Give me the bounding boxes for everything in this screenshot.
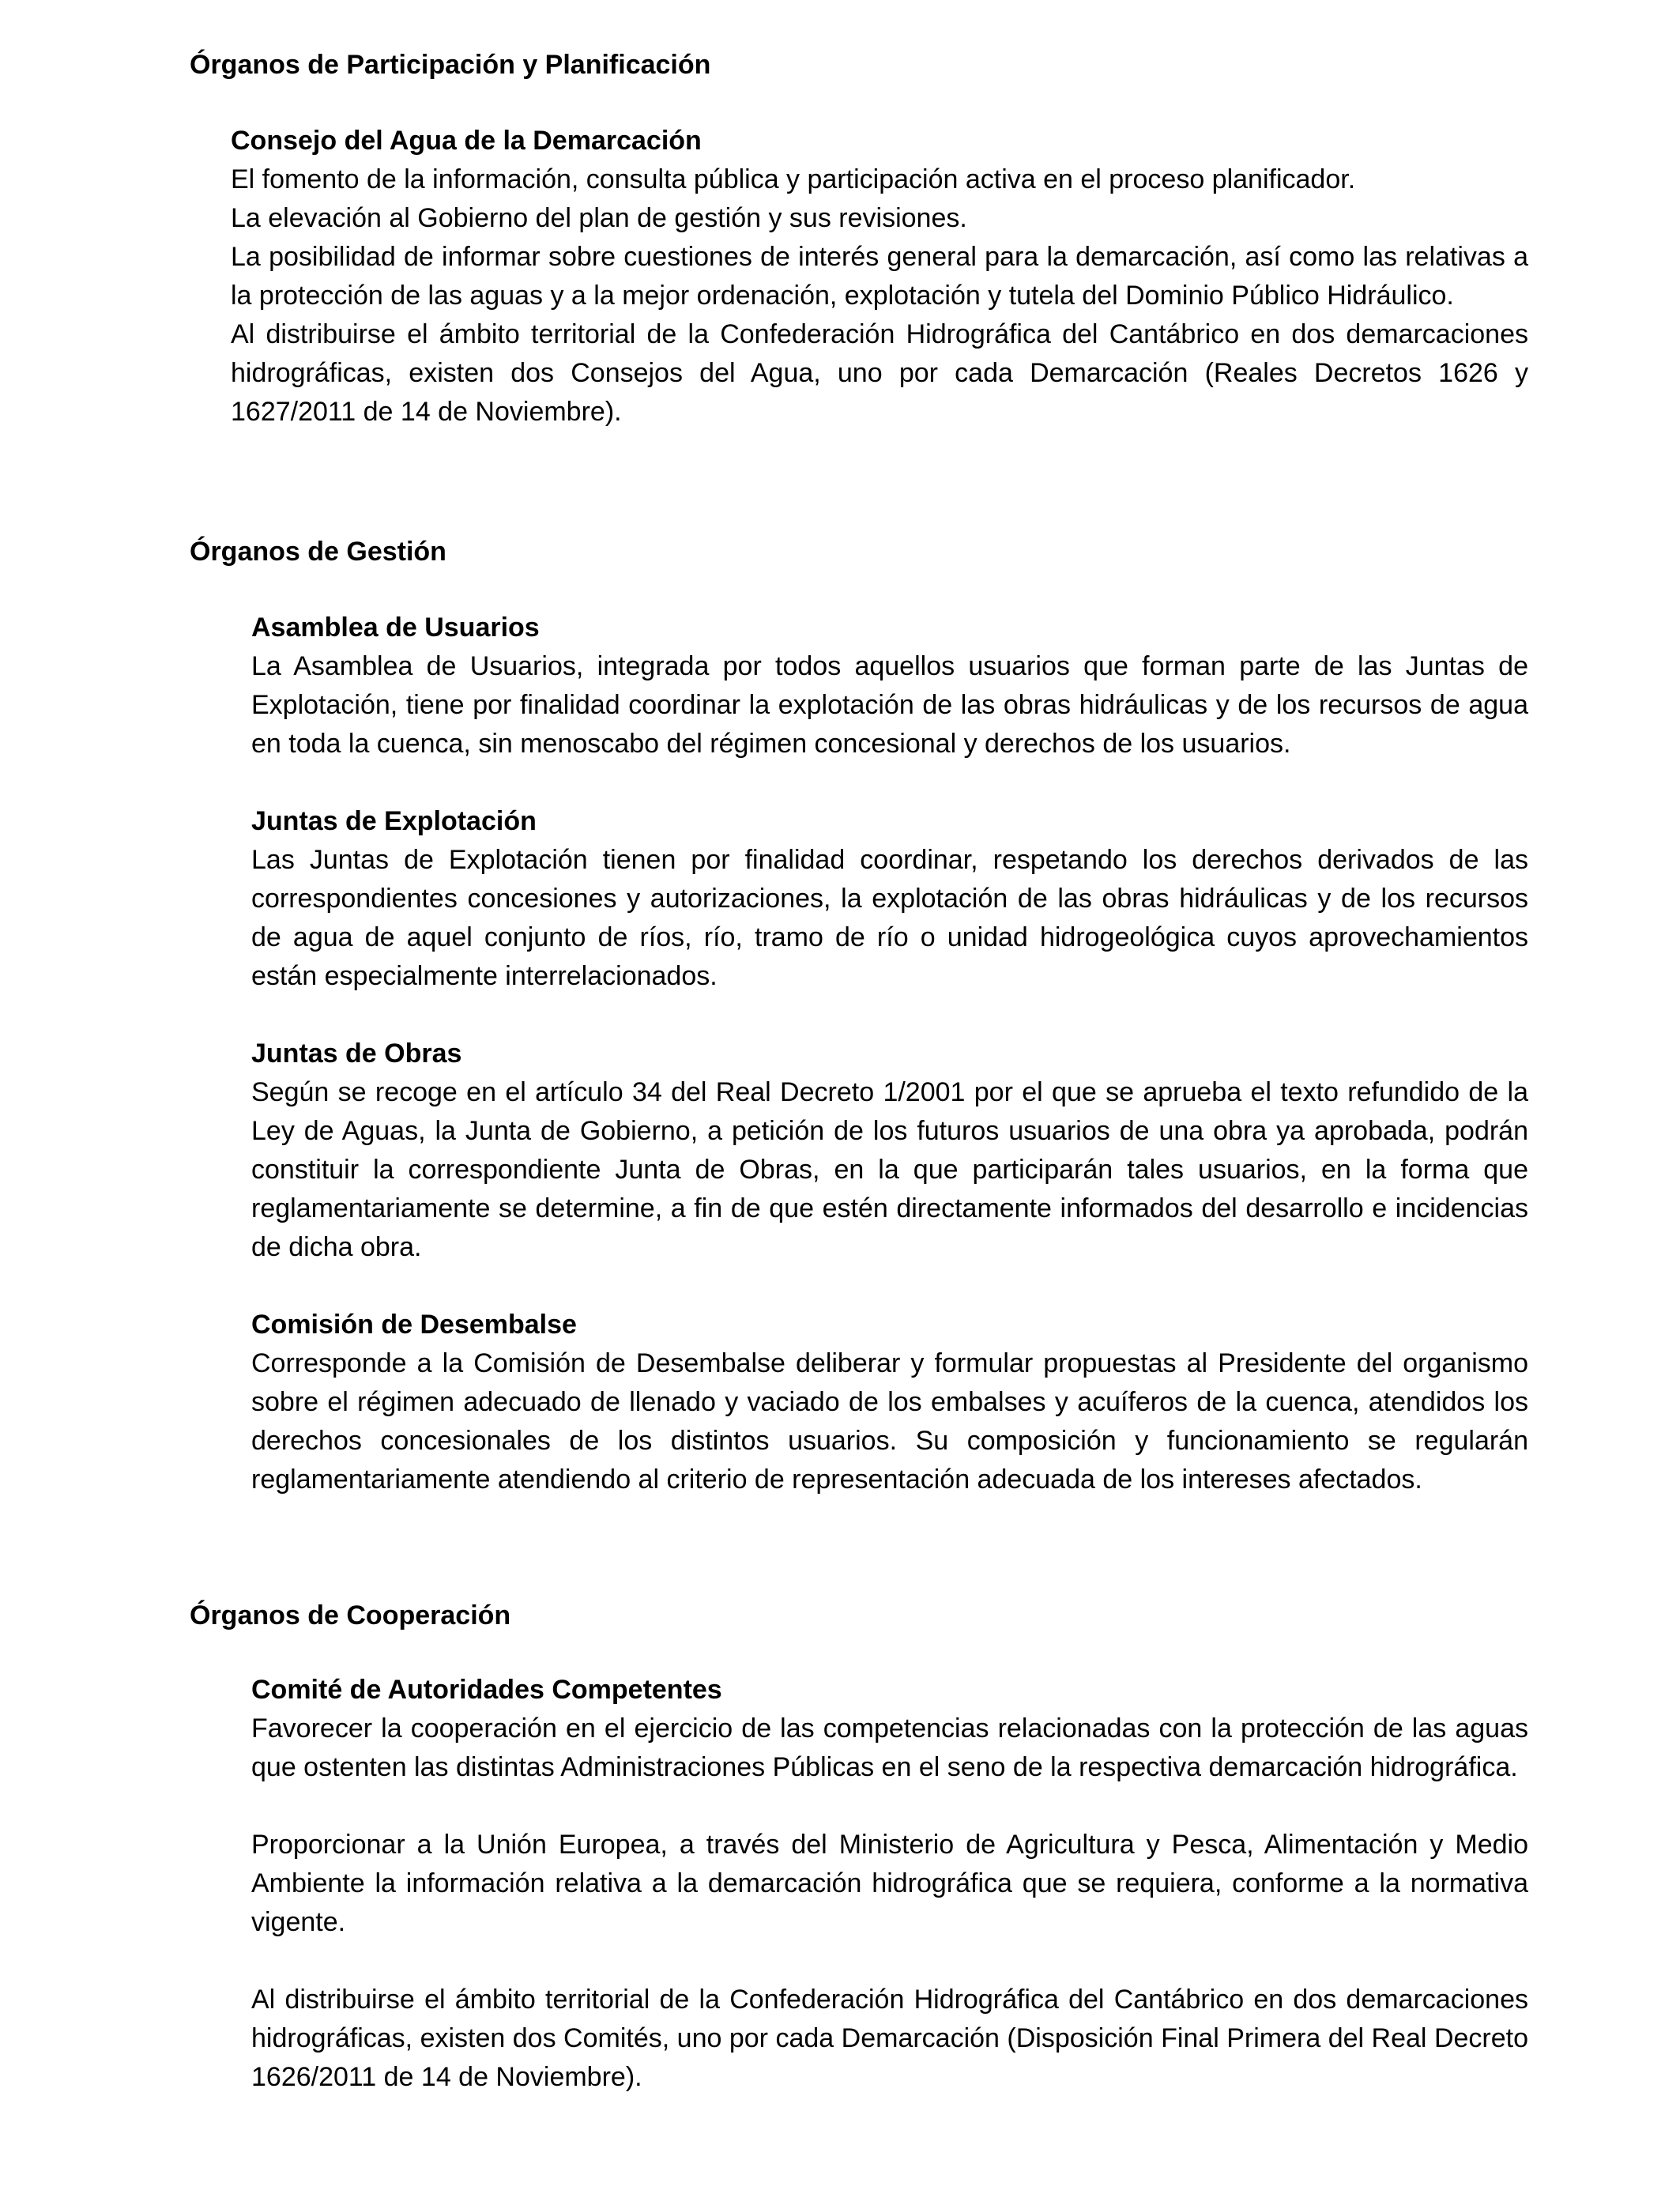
subsection-consejo-agua — [231, 122, 1528, 432]
consejo-paragraph-4: Al distribuirse el ámbito territorial de la Confederación Hidrográfica del Cantábrico en dos demarcaciones hidrográficas, existen dos Consejos del Agua, uno por cada Demarcación (Reales Decretos 1626 y 1627/2011 de 14 de Noviembre). — [231, 319, 1528, 427]
juntas-obras-paragraph: Según se recoge en el artículo 34 del Real Decreto 1/2001 por el que se aprueba el texto refundido de la Ley de Aguas, la Junta de Gobierno, a petición de los futuros usuarios de una obra ya aprobada, podrán constituir la correspondiente Junta de Obras, en la que participarán tales usuarios, en la forma que reglamentariamente se determine, a fin de que estén directamente informados del desarrollo e incidencias de dicha obra. — [251, 1077, 1528, 1262]
consejo-paragraph-2: La elevación al Gobierno del plan de gestión y sus revisiones. — [231, 203, 967, 233]
comite-paragraph-1: Favorecer la cooperación en el ejercicio de las competencias relacionadas con la protección de las aguas que ostenten las distintas Administraciones Públicas en el seno de la respectiva demarcación hidrográfica. — [251, 1713, 1528, 1782]
section-title-participacion: Órganos de Participación y Planificación — [190, 50, 711, 80]
comite-paragraph-3: Al distribuirse el ámbito territorial de la Confederación Hidrográfica del Cantábrico en dos demarcaciones hidrográficas, existen dos Comités, uno por cada Demarcación (Disposición Final Primera del Real Decreto 1626/2011 de 14 de Noviembre). — [251, 1985, 1528, 2092]
section-title-gestion: Órganos de Gestión — [190, 537, 446, 567]
subsection-title-comite: Comité de Autoridades Competentes — [251, 1675, 722, 1705]
subsection-title-asamblea: Asamblea de Usuarios — [251, 613, 540, 643]
subsection-title-juntas-obras: Juntas de Obras — [251, 1039, 462, 1069]
subsection-gestion-body — [251, 609, 1528, 1499]
subsection-title-consejo: Consejo del Agua de la Demarcación — [231, 126, 702, 156]
subsection-title-desembalse: Comisión de Desembalse — [251, 1310, 577, 1340]
consejo-paragraph-1: El fomento de la información, consulta pública y participación activa en el proceso planificador. — [231, 164, 1356, 194]
juntas-explotacion-paragraph: Las Juntas de Explotación tienen por finalidad coordinar, respetando los derechos derivados de las correspondientes concesiones y autorizaciones, la explotación de las obras hidráulicas y de los recursos de agua de aquel conjunto de ríos, río, tramo de río o unidad hidrogeológica cuyos aprovechamientos están especialmente interrelacionados. — [251, 845, 1528, 991]
desembalse-paragraph: Corresponde a la Comisión de Desembalse deliberar y formular propuestas al Presidente del organismo sobre el régimen adecuado de llenado y vaciado de los embalses y acuíferos de la cuenca, atendidos los derechos concesionales de los distintos usuarios. Su composición y funcionamiento se regularán reglamentariamente atendiendo al criterio de representación adecuada de los intereses afectados. — [251, 1348, 1528, 1495]
subsection-title-juntas-explotacion: Juntas de Explotación — [251, 806, 537, 836]
section-title-cooperacion: Órganos de Cooperación — [190, 1600, 511, 1630]
comite-paragraph-2: Proporcionar a la Unión Europea, a través del Ministerio de Agricultura y Pesca, Alimentación y Medio Ambiente la información relativa a la demarcación hidrográfica que se requiera, conforme a la normativa vigente. — [251, 1830, 1528, 1937]
consejo-paragraph-3: La posibilidad de informar sobre cuestiones de interés general para la demarcación, así como las relativas a la protección de las aguas y a la mejor ordenación, explotación y tutela del Dominio Público Hidráulico. — [231, 242, 1528, 311]
asamblea-paragraph: La Asamblea de Usuarios, integrada por todos aquellos usuarios que forman parte de las Juntas de Explotación, tiene por finalidad coordinar la explotación de las obras hidráulicas y de los recursos de agua en toda la cuenca, sin menoscabo del régimen concesional y derechos de los usuarios. — [251, 651, 1528, 759]
subsection-comite — [251, 1671, 1528, 2097]
